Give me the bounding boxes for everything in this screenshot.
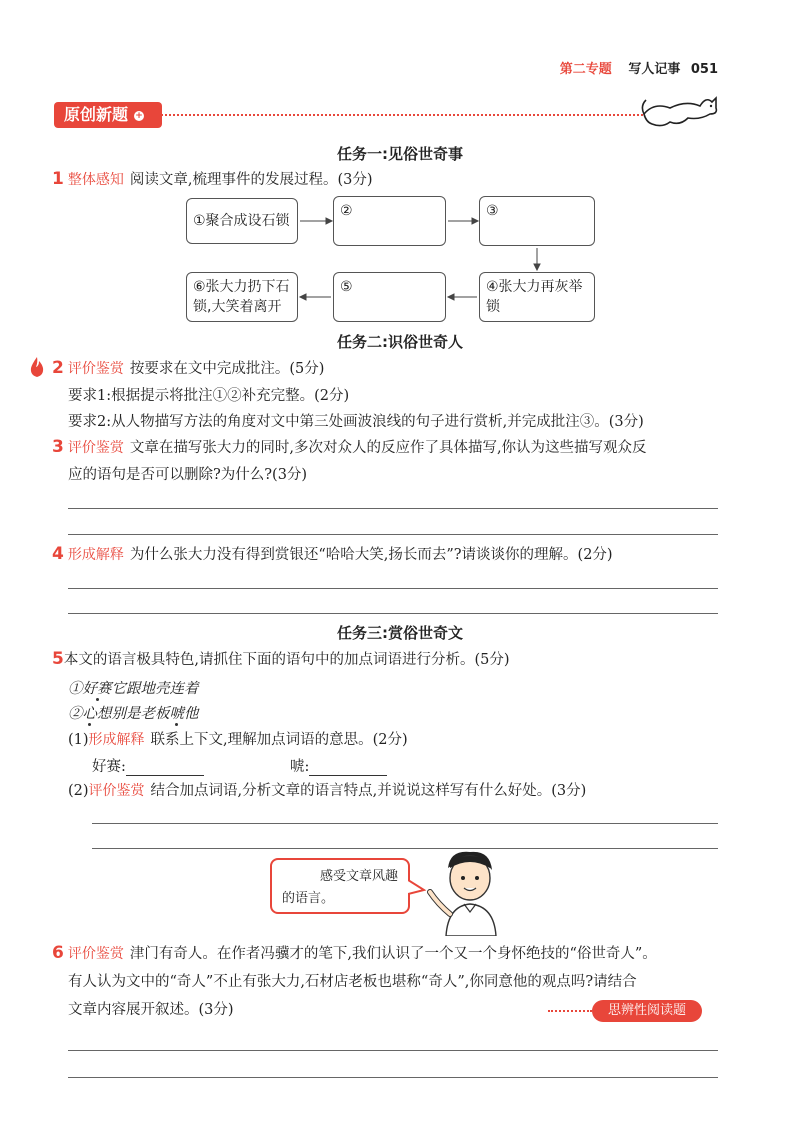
- question-number: 5: [52, 649, 64, 669]
- question-number: 3: [52, 437, 64, 457]
- tip-line-1: 感受文章风趣: [319, 869, 398, 884]
- q5-sentence-2: [68, 702, 199, 723]
- question-6: [52, 942, 657, 963]
- answer-line[interactable]: [68, 508, 718, 509]
- question-text: 阅读文章,梳理事件的发展过程。(3分): [129, 172, 373, 188]
- section-label: 第二专题: [559, 62, 612, 77]
- blank-field[interactable]: [126, 759, 204, 776]
- sentence-text: 想别是老板: [97, 706, 170, 722]
- question-number: 1: [52, 169, 64, 189]
- question-tag: 评价鉴赏: [67, 361, 124, 377]
- flame-icon: [28, 356, 46, 378]
- flow-box-5: ⑤: [333, 272, 446, 322]
- question-tag: 评价鉴赏: [67, 440, 124, 456]
- critical-reading-badge: [592, 1000, 702, 1022]
- question-number: 2: [52, 358, 64, 378]
- blank-label: 唬:: [290, 759, 310, 775]
- question-number: 4: [52, 544, 64, 564]
- blank-field[interactable]: [309, 759, 387, 776]
- question-text: 文章在描写张大力的同时,多次对众人的反应作了具体描写,你认为这些描写观众反: [129, 440, 647, 456]
- q5-blank-2: [290, 755, 387, 776]
- part-number: (1): [68, 732, 89, 748]
- answer-line[interactable]: [68, 1077, 718, 1078]
- q5-part-2: [68, 779, 586, 800]
- part-number: (2): [68, 783, 89, 799]
- sentence-text: 他: [184, 706, 199, 722]
- question-tag: 整体感知: [67, 172, 124, 188]
- plus-icon: +: [135, 110, 143, 121]
- question-3: [52, 436, 647, 457]
- q2-requirement-1: 要求1:根据提示将批注①②补充完整。(2分): [68, 388, 350, 404]
- question-tag: 形成解释: [67, 547, 124, 563]
- answer-line[interactable]: [92, 848, 718, 849]
- flow-arrows: [0, 0, 800, 340]
- tip-bubble: [270, 858, 410, 914]
- sentence-marker: ②: [68, 706, 83, 722]
- flow-box-4: ④张大力再灰举锁: [479, 272, 595, 322]
- flow-box-6: ⑥张大力扔下石锁,大笑着离开: [186, 272, 298, 322]
- question-text: 为什么张大力没有得到赏银还“哈哈大笑,扬长而去”?请谈谈你的理解。(2分): [129, 547, 613, 563]
- answer-line[interactable]: [92, 823, 718, 824]
- question-text: 按要求在文中完成批注。(5分): [129, 361, 325, 377]
- q2-requirement-2: 要求2:从人物描写方法的角度对文中第三处画波浪线的句子进行赏析,并完成批注③。(3分): [68, 414, 644, 430]
- question-4: [52, 543, 613, 564]
- blank-label: 好赛:: [92, 759, 126, 775]
- page-number: 051: [690, 62, 718, 77]
- question-3-text-2: 应的语句是否可以删除?为什么?(3分): [68, 467, 308, 483]
- tip-line-2: 的语言。: [282, 891, 335, 906]
- flow-box-2: ②: [333, 196, 446, 246]
- question-6-text-3: 文章内容展开叙述。(3分): [68, 1002, 234, 1018]
- question-5: [52, 648, 510, 669]
- badge-label: 思辨性阅读题: [608, 1003, 687, 1018]
- question-text: 津门有奇人。在作者冯骥才的笔下,我们认识了一个又一个身怀绝技的“俗世奇人”。: [129, 946, 657, 962]
- question-text: 结合加点词语,分析文章的语言特点,并说说这样写有什么好处。(3分): [150, 783, 587, 799]
- flow-box-1: ①聚合成设石锁: [186, 198, 298, 244]
- q5-sentence-1: [68, 677, 199, 698]
- question-6-text-2: 有人认为文中的“奇人”不止有张大力,石材店老板也堪称“奇人”,你同意他的观点吗?请结合: [68, 974, 637, 990]
- task1-title: 任务一:见俗世奇事: [337, 145, 463, 163]
- sentence-marker: ①: [68, 681, 83, 697]
- dotted-word: 好赛: [82, 681, 112, 697]
- task2-title: 任务二:识俗世奇人: [337, 333, 463, 351]
- q5-blank-1: [92, 755, 204, 776]
- question-text: 联系上下文,理解加点词语的意思。(2分): [150, 732, 408, 748]
- question-text: 本文的语言极具特色,请抓住下面的语句中的加点词语进行分析。(5分): [63, 652, 510, 668]
- dotted-word: 唬: [169, 706, 184, 722]
- question-tag: 形成解释: [88, 732, 145, 748]
- answer-line[interactable]: [68, 613, 718, 614]
- banner-label: 原创新题: [64, 105, 129, 124]
- sentence-text: 它跟地壳连着: [111, 681, 199, 697]
- question-tag: 评价鉴赏: [67, 946, 124, 962]
- answer-line[interactable]: [68, 1050, 718, 1051]
- question-tag: 评价鉴赏: [88, 783, 145, 799]
- question-2: [52, 357, 324, 378]
- badge-dotted-line: [548, 1010, 592, 1012]
- task3-title: 任务三:赏俗世奇文: [337, 624, 463, 642]
- boy-illustration-icon: [424, 848, 514, 936]
- question-number: 6: [52, 943, 64, 963]
- q5-part-1: [68, 728, 408, 749]
- answer-line[interactable]: [68, 534, 718, 535]
- flow-box-3: ③: [479, 196, 595, 246]
- answer-line[interactable]: [68, 588, 718, 589]
- dotted-word: 心: [82, 706, 97, 722]
- section-title: 写人记事: [628, 62, 681, 77]
